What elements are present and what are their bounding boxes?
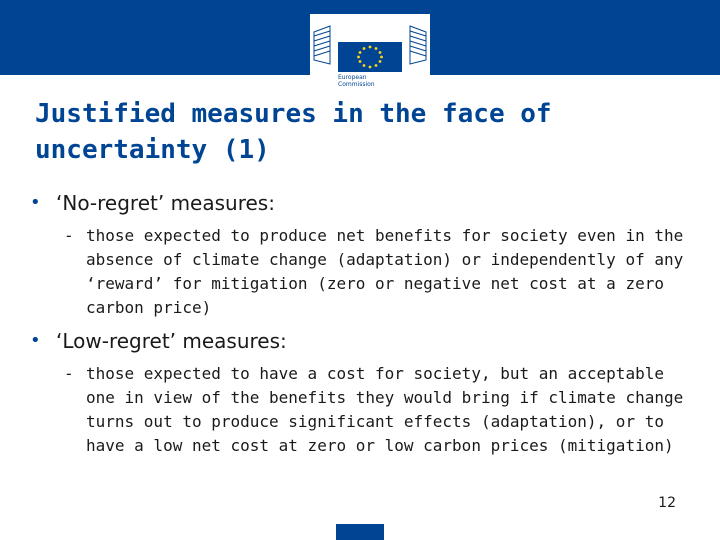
title-line-2: uncertainty (1)	[35, 135, 270, 165]
bullet-label: ‘No-regret’ measures:	[56, 191, 275, 215]
slide-content	[30, 190, 695, 458]
page-number: 12	[658, 495, 676, 511]
sub-bullet-no-regret	[58, 224, 695, 320]
bullet-label: ‘Low-regret’ measures:	[56, 329, 287, 353]
bullet-dot-icon: •	[30, 330, 41, 351]
sub-bullet-low-regret	[58, 362, 695, 458]
dash-icon: -	[64, 226, 74, 245]
logo-line-1: European	[338, 74, 367, 81]
dash-icon: -	[64, 364, 74, 383]
footer-bar	[336, 524, 384, 540]
logo-line-2: Commission	[338, 81, 375, 88]
sub-bullet-text: those expected to have a cost for society, but an acceptable one in view of the benefits they would bring if climate change turns out to produce significant effects (adaptation), or to have a low net cost at zero or low carbon prices (mitigation)	[86, 364, 684, 455]
bullet-no-regret	[30, 190, 695, 216]
european-commission-logo	[310, 14, 430, 100]
slide-title	[35, 96, 655, 168]
logo-wordmark	[338, 74, 375, 88]
sub-bullet-text: those expected to produce net benefits for society even in the absence of climate change (adaptation) or independently of any ‘reward’ for mitigation (zero or negative net cost at a zero carbon price)	[86, 226, 684, 317]
bullet-dot-icon: •	[30, 192, 41, 213]
bullet-low-regret	[30, 328, 695, 354]
title-line-1: Justified measures in the face of	[35, 99, 552, 129]
